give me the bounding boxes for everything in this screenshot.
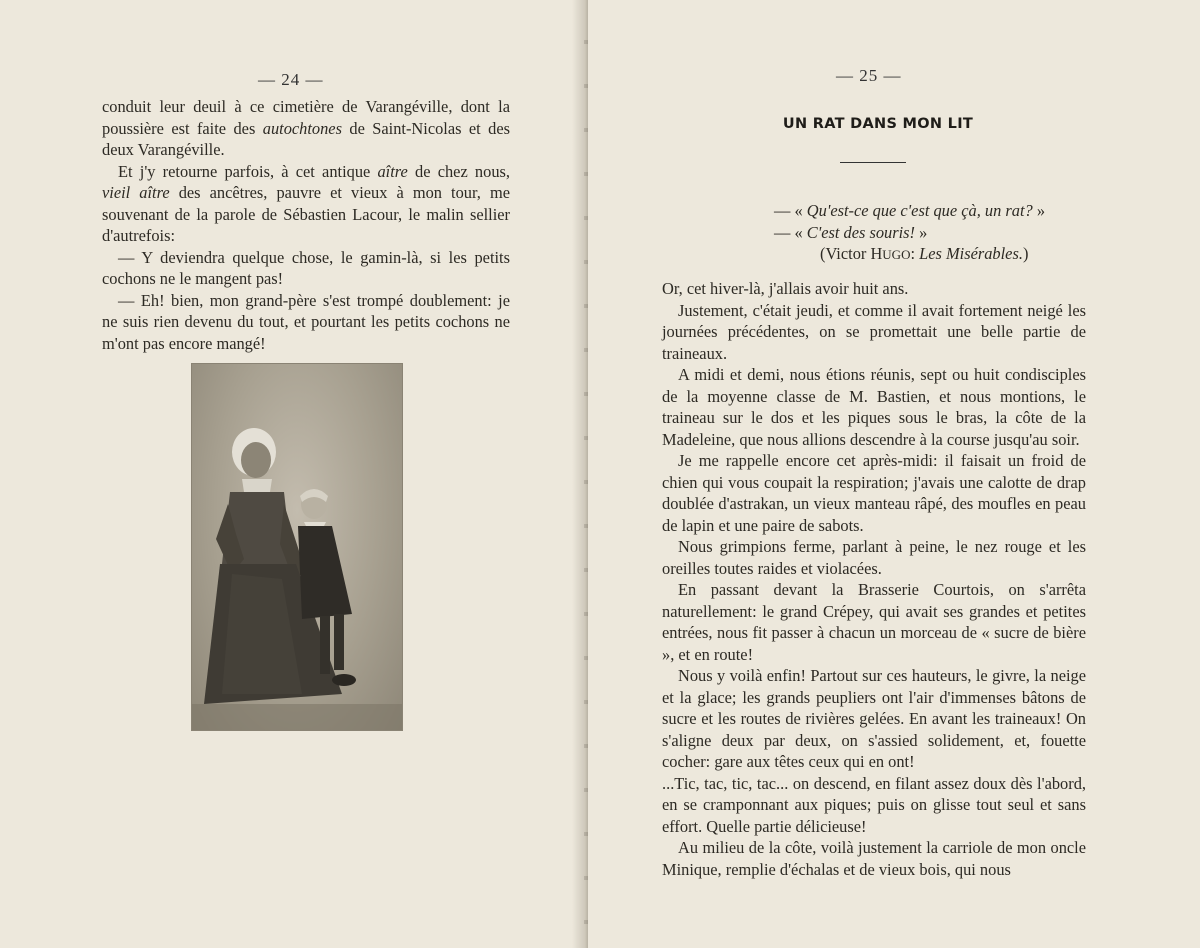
paragraph: Je me rappelle encore cet après-midi: il faisait un froid de chien qui vous coupait la respiration; j'avais une calotte de drap doublée d'astrakan, un vieux manteau râpé, des moufles en peau de lapin et une paire de sabots. [662,451,1086,535]
page-number-25: — 25 — [836,66,902,85]
paragraph: Nous grimpions ferme, parlant à peine, le nez rouge et les oreilles toutes raides et violacées. [662,537,1086,578]
paragraph: Et j'y retourne parfois, à cet antique aître de chez nous, vieil aître des ancêtres, pauvre et vieux à mon tour, me souvenant de la parole de Sébastien Lacour, le malin sellier d'autrefois: [102,161,510,245]
paragraph: Or, cet hiver-là, j'allais avoir huit ans. [662,279,909,298]
paragraph: Au milieu de la côte, voilà justement la carriole de mon oncle Minique, remplie d'échalas et de vieux bois, qui nous [662,838,1086,879]
paragraph: conduit leur deuil à ce cimetière de Varangéville, dont la poussière est faite des autochtones de Saint-Nicolas et des deux Varangéville. [102,97,511,159]
epigraph-line: — « C'est des souris! » [774,222,928,242]
portrait-figures-icon [192,364,402,730]
left-page [0,0,585,948]
page-number-24: — 24 — [258,70,324,89]
epigraph [774,200,1094,266]
title-divider [840,162,906,163]
paragraph: Justement, c'était jeudi, et comme il avait fortement neigé les journées précédentes, on se promettait une belle partie de traineaux. [662,300,1086,363]
epigraph-line: — « Qu'est-ce que c'est que çà, un rat? » [774,201,1046,220]
chapter-title: UN RAT DANS MON LIT [782,116,974,132]
right-page-text [662,278,1086,880]
portrait-photograph [192,364,402,730]
paragraph: — Eh! bien, mon grand-père s'est trompé doublement: je ne suis rien devenu du tout, et pourtant les petits cochons ne m'ont pas encore mangé! [102,290,510,353]
paragraph: A midi et demi, nous étions réunis, sept ou huit condisciples de la moyenne classe de M. Bastien, et nous montions, le traineau sur le dos et les piques sous le bras, la côte de la Madeleine, que nous allions descendre à la course jusqu'au soir. [662,365,1086,449]
left-page-text [102,96,510,354]
paragraph: — Y deviendra quelque chose, le gamin-là, si les petits cochons ne le mangent pas! [102,247,510,288]
paragraph: En passant devant la Brasserie Courtois, on s'arrêta naturellement: le grand Crépey, qui avait ses grandes et petites entrées, nous fit passer à chacun un morceau de « sucre de bière », et en route! [662,580,1086,664]
paragraph: Nous y voilà enfin! Partout sur ces hauteurs, le givre, la neige et la glace; les grands peupliers ont l'air d'immenses bâtons de sucre et les routes de rivières gelées. En avant les traineaux! On s'aligne deux par deux, on s'assied solidement, et, fouette cocher: gare aux têtes ceux qui en ont! [662,666,1086,771]
epigraph-attribution: (Victor HUGO: Les Misérables.) [820,244,1029,263]
right-page [588,0,1200,948]
paragraph: ...Tic, tac, tic, tac... on descend, en filant assez doux dès l'abord, en se cramponnant aux piques; puis on glisse tout seul et sans effort. Quelle partie délicieuse! [662,773,1086,836]
